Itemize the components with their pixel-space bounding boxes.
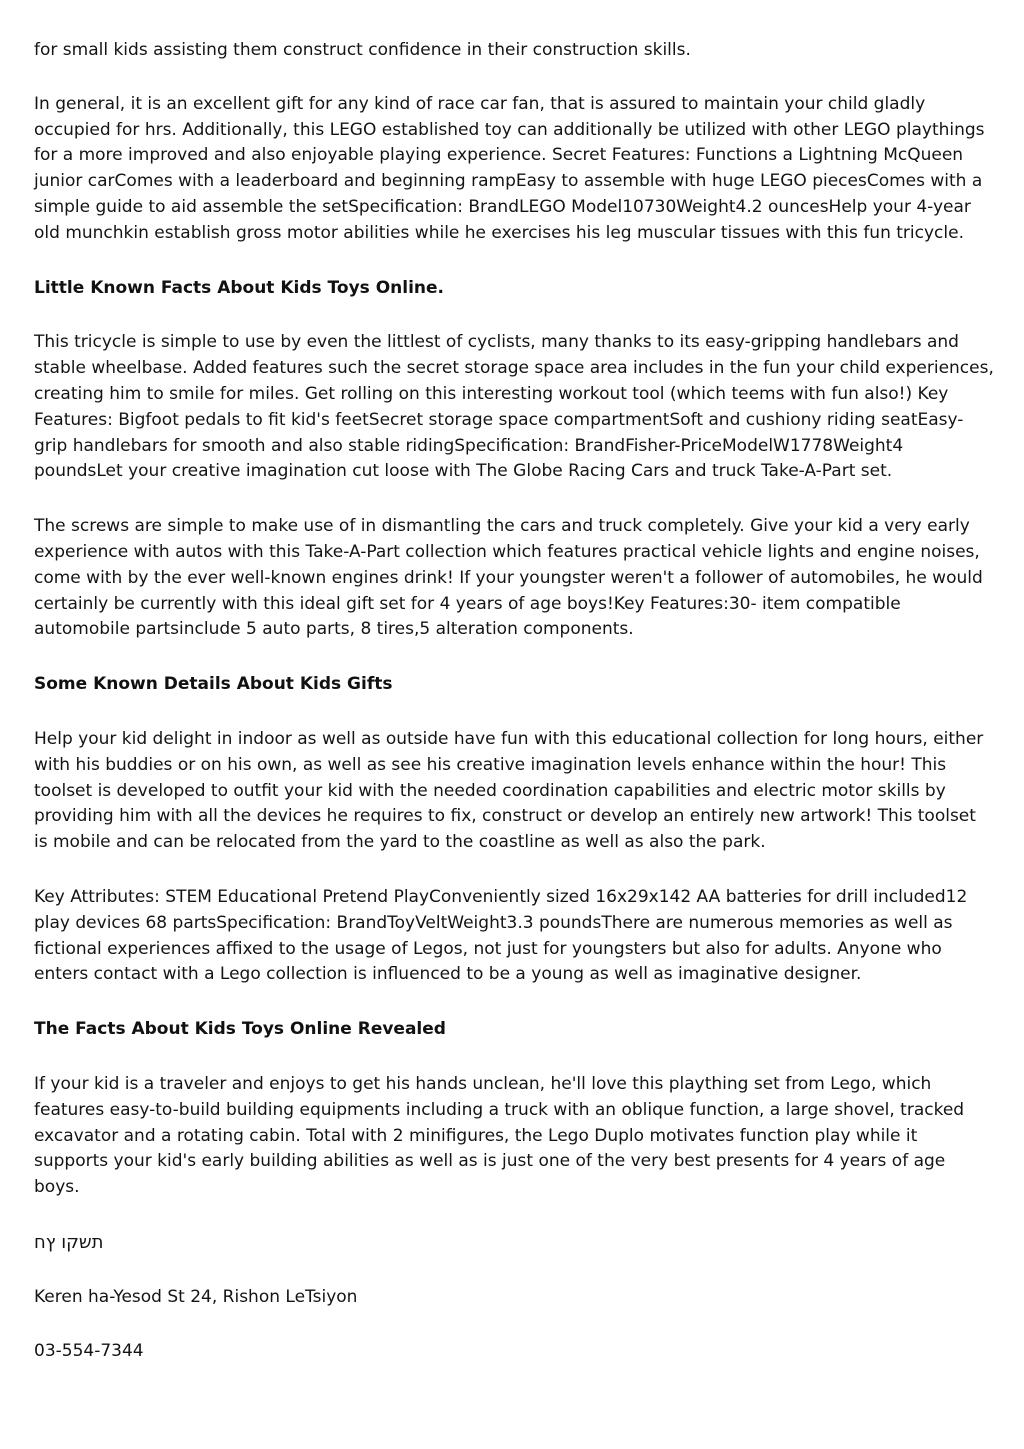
paragraph-toolset: Help your kid delight in indoor as well as outside have fun with this educational collection for long hours, either with his buddies or on his own, as well as see his creative imagination levels enhance within the hour! This toolset is developed to outfit your kid with the needed coordination capabilities and electric motor skills by providing him with all the devices he requires to fix, construct or develop an entirely new artwork! This toolset is mobile and can be relocated from the yard to the coastline as well as also the park.	[34, 728, 984, 853]
business-phone: 03-554-7344	[34, 1341, 144, 1362]
article-body	[34, 38, 994, 1394]
business-name: תשקו ץח	[34, 1231, 104, 1253]
heading-facts-revealed: The Facts About Kids Toys Online Revealed	[34, 1019, 446, 1040]
paragraph-intro-tail: for small kids assisting them construct confidence in their construction skills.	[34, 40, 691, 60]
paragraph-take-a-part: The screws are simple to make use of in dismantling the cars and truck completely. Give your kid a very early experience with autos with this Take-A-Part collection which features practical vehicle lights and engine noises, come with by the ever well-known engines drink! If your youngster weren't a follower of automobiles, he would certainly be currently with this ideal gift set for 4 years of age boys!Key Features:30- item compatible automobile partsinclude 5 auto parts, 8 tires,5 alteration components.	[34, 516, 983, 640]
heading-little-known-facts: Little Known Facts About Kids Toys Online.	[34, 277, 444, 298]
paragraph-tricycle: This tricycle is simple to use by even the littlest of cyclists, many thanks to its easy-gripping handlebars and stable wheelbase. Added features such the secret storage space area includes in the fun your child experiences, creating him to smile for miles. Get rolling on this interesting workout tool (which teems with fun also!) Key Features: Bigfoot pedals to fit kid's feetSecret storage space compartmentSoft and cushiony riding seatEasy-grip handlebars for smooth and also stable ridingSpecification: BrandFisher-PriceModelW1778Weight4 poundsLet your creative imagination cut loose with The Globe Racing Cars and truck Take-A-Part set.	[34, 332, 994, 482]
business-address: Keren ha-Yesod St 24, Rishon LeTsiyon	[34, 1286, 358, 1307]
paragraph-lego-duplo: If your kid is a traveler and enjoys to get his hands unclean, he'll love this plaything set from Lego, which features easy-to-build building equipments including a truck with an oblique function, a large shovel, tracked excavator and a rotating cabin. Total with 2 minifigures, the Lego Duplo motivates function play while it supports your kid's early building abilities as well as is just one of the very best presents for 4 years of age boys.	[34, 1073, 965, 1198]
heading-some-known-details: Some Known Details About Kids Gifts	[34, 674, 393, 695]
paragraph-key-attributes: Key Attributes: STEM Educational Pretend PlayConveniently sized 16x29x142 AA batteries for drill included12 play devices 68 partsSpecification: BrandToyVeltWeight3.3 poundsThere are numerous memories as well as fictional experiences affixed to the usage of Legos, not just for youngsters but also for adults. Anyone who enters contact with a Lego collection is influenced to be a young as well as imaginative designer.	[34, 886, 968, 985]
paragraph-lego-race-car: In general, it is an excellent gift for any kind of race car fan, that is assured to maintain your child gladly occupied for hrs. Additionally, this LEGO established toy can additionally be utilized with other LEGO playthings for a more improved and also enjoyable playing experience. Secret Features: Functions a Lightning McQueen junior carComes with a leaderboard and beginning rampEasy to assemble with huge LEGO piecesComes with a simple guide to aid assemble the setSpecification: BrandLEGO Model10730Weight4.2 ouncesHelp your 4-year old munchkin establish gross motor abilities while he exercises his leg muscular tissues with this fun tricycle.	[34, 93, 985, 243]
